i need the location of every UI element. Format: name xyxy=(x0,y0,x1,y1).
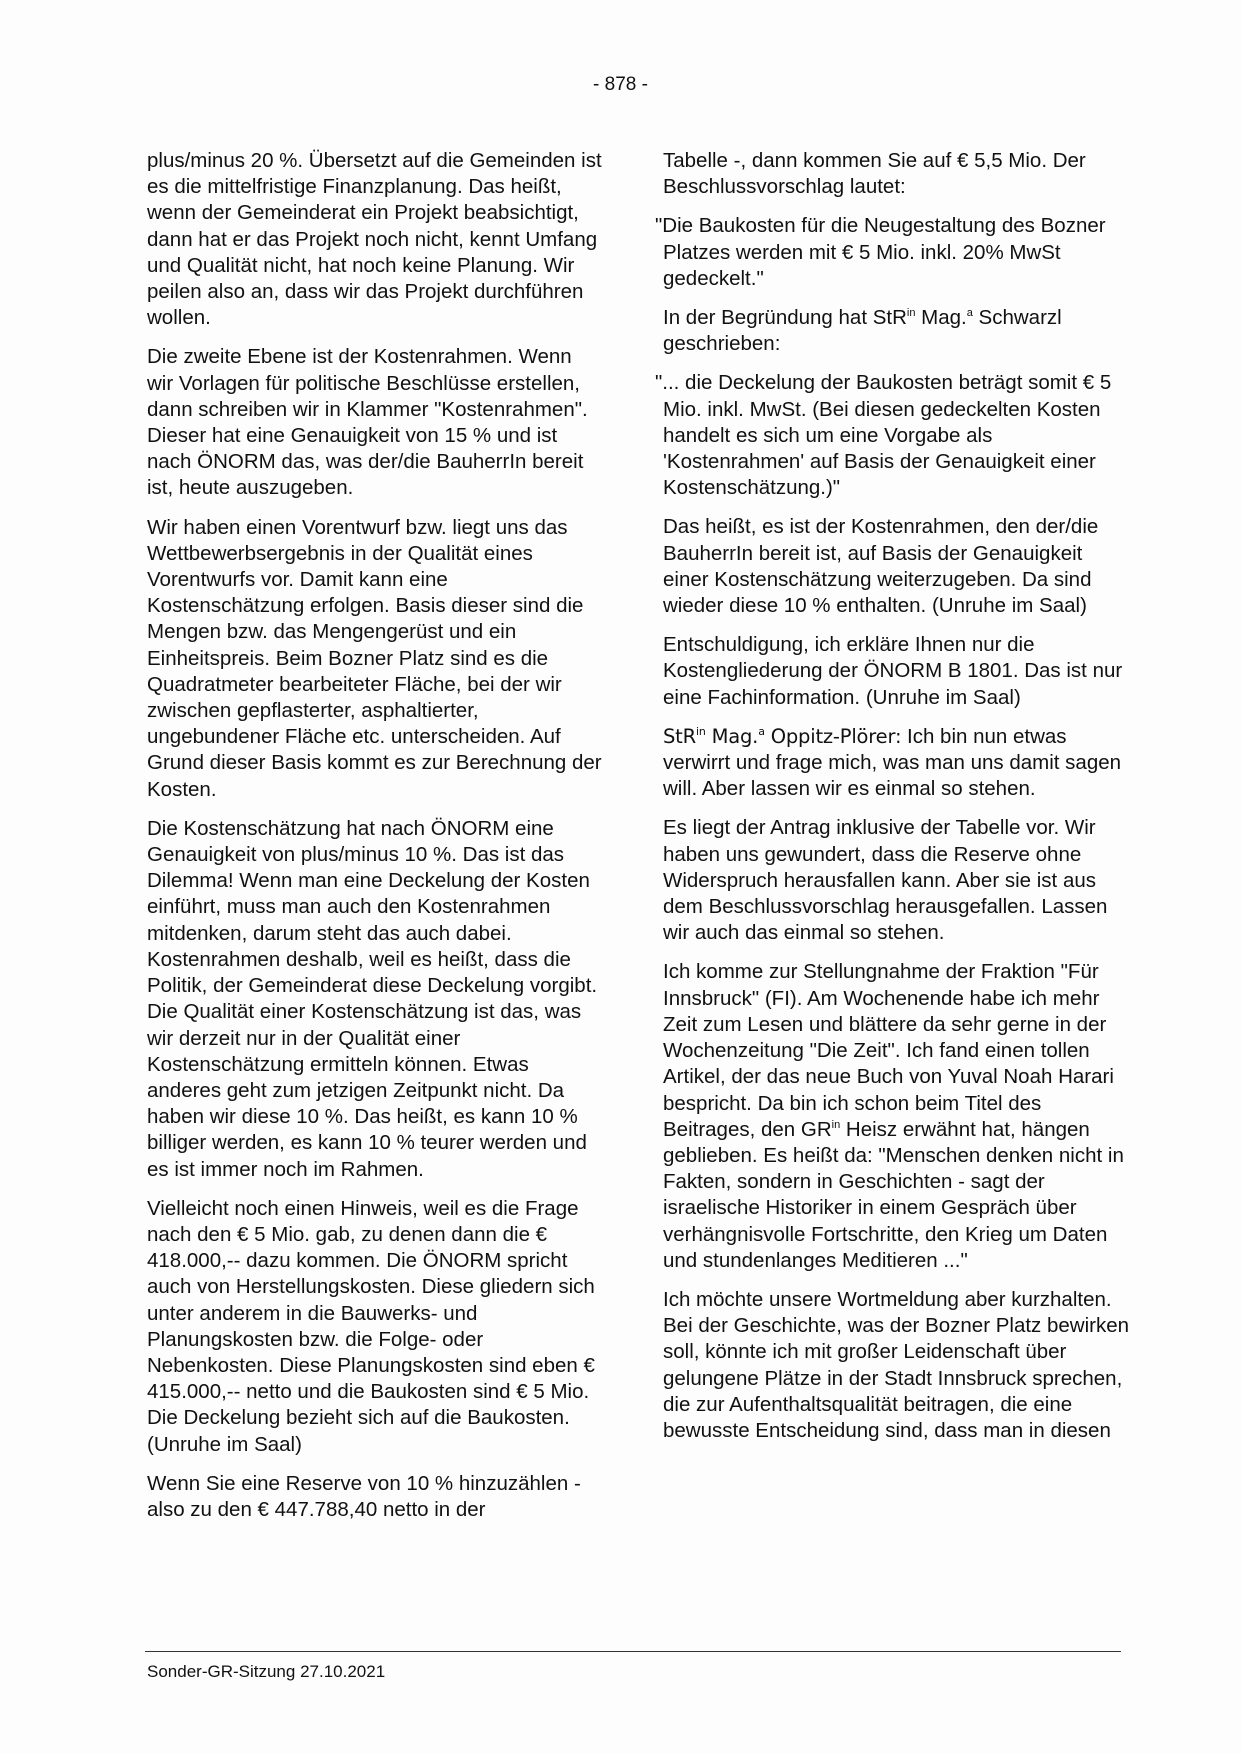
paragraph: Entschuldigung, ich erkläre Ihnen nur die Kostengliederung der ÖNORM B 1801. Das ist nur eine Fachinformation. (Unruhe im Saal) xyxy=(663,633,1123,709)
paragraph: Es liegt der Antrag inklusive der Tabelle vor. Wir haben uns gewundert, dass die Reserve ohne Widerspruch herausfallen kann. Aber sie ist aus dem Beschlussvorschlag herausgefallen. Lassen wir auch das einmal so stehen. xyxy=(663,816,1108,945)
footer-rule xyxy=(145,1651,1121,1652)
speaker-paragraph: StR$^{in}$ Mag.$^a$ Oppitz-Plörer: Ich bin nun etwas verwirrt und frage mich, was man uns damit sagen will. Aber lassen wir es einmal so stehen. xyxy=(663,724,1122,801)
page-number: - 878 - xyxy=(593,74,648,95)
paragraph: Wir haben einen Vorentwurf bzw. liegt uns das Wettbewerbsergebnis in der Qualität eines Vorentwurfs vor. Damit kann eine Kostenschätzung erfolgen. Basis dieser sind die Mengen bzw. das Mengengerüst und ein Einheitspreis. Beim Bozner Platz sind es die Quadratmeter bearbeiteter Fläche, bei der wir zwischen gepflasterter, asphaltierter, ungebundener Fläche etc. unterscheiden. Auf Grund dieser Basis kommt es zur Berechnung der Kosten. xyxy=(147,515,602,801)
paragraph: Wenn Sie eine Reserve von 10 % hinzuzählen - also zu den € 447.788,40 netto in der xyxy=(147,1471,581,1521)
paragraph: Vielleicht noch einen Hinweis, weil es die Frage nach den € 5 Mio. gab, zu denen dann die € 418.000,-- dazu kommen. Die ÖNORM spricht auch von Herstellungskosten. Diese gliedern sich unter anderem in die Bauwerks- und Planungskosten bzw. die Folge- oder Nebenkosten. Diese Planungskosten sind eben € 415.000,-- netto und die Baukosten sind € 5 Mio. Die Deckelung bezieht sich auf die Baukosten. (Unruhe im Saal) xyxy=(147,1196,595,1456)
paragraph: Die zweite Ebene ist der Kostenrahmen. Wenn wir Vorlagen für politische Beschlüsse erstellen, dann schreiben wir in Klammer "Kostenrahmen". Dieser hat eine Genauigkeit von 15 % und ist nach ÖNORM das, was der/die BauherrIn bereit ist, heute auszugeben. xyxy=(147,345,588,500)
paragraph: plus/minus 20 %. Übersetzt auf die Gemeinden ist es die mittelfristige Finanzplanung. Das heißt, wenn der Gemeinderat ein Projekt beabsichtigt, dann hat er das Projekt noch nicht, kennt Umfang und Qualität nicht, hat noch keine Planung. Wir peilen also an, dass wir das Projekt durchführen wollen. xyxy=(147,149,602,330)
speaker-name: StR$^{in}$ Mag.$^a$ Oppitz-Plörer: xyxy=(663,724,902,748)
paragraph: Ich möchte unsere Wortmeldung aber kurzhalten. Bei der Geschichte, was der Bozner Platz bewirken soll, könnte ich mit großer Leidenschaft über gelungene Plätze in der Stadt Innsbruck sprechen, die zur Aufenthaltsqualität beitragen, die eine bewusste Entscheidung sind, dass man in diesen xyxy=(663,1287,1130,1442)
paragraph: Tabelle -, dann kommen Sie auf € 5,5 Mio. Der Beschlussvorschlag lautet: xyxy=(663,149,1086,199)
quote-paragraph: "... die Deckelung der Baukosten beträgt somit € 5 Mio. inkl. MwSt. (Bei diesen gedeckelten Kosten handelt es sich um eine Vorgabe als 'Kostenrahmen' auf Basis der Genauigkeit einer Kostenschätzung.)" xyxy=(655,371,1112,500)
footer-text: Sonder-GR-Sitzung 27.10.2021 xyxy=(147,1662,386,1681)
left-column xyxy=(147,148,602,1536)
paragraph: Die Kostenschätzung hat nach ÖNORM eine Genauigkeit von plus/minus 10 %. Das ist das Dilemma! Wenn man eine Deckelung der Kosten einführt, muss man auch den Kostenrahmen mitdenken, darum steht das auch dabei. Kostenrahmen deshalb, weil es heißt, dass die Politik, der Gemeinderat diese Deckelung vorgibt. Die Qualität einer Kostenschätzung ist das, was wir derzeit nur in der Qualität einer Kostenschätzung ermitteln können. Etwas anderes geht zum jetzigen Zeitpunkt nicht. Da haben wir diese 10 %. Das heißt, es kann 10 % billiger werden, es kann 10 % teurer werden und es ist immer noch im Rahmen. xyxy=(147,816,598,1181)
quote-paragraph: "Die Baukosten für die Neugestaltung des Bozner Platzes werden mit € 5 Mio. inkl. 20% MwSt gedeckelt." xyxy=(655,214,1106,290)
paragraph: Das heißt, es ist der Kostenrahmen, den der/die BauherrIn bereit ist, auf Basis der Genauigkeit einer Kostenschätzung weiterzugeben. Da sind wieder diese 10 % enthalten. (Unruhe im Saal) xyxy=(663,515,1099,618)
paragraph: In der Begründung hat StR$^{in}$ Mag.$^a$ Schwarzl geschrieben: xyxy=(663,306,1062,356)
right-column xyxy=(655,148,1131,1457)
paragraph: Ich komme zur Stellungnahme der Fraktion "Für Innsbruck" (FI). Am Wochenende habe ich mehr Zeit zum Lesen und blättere da sehr gerne in der Wochenzeitung "Die Zeit". Ich fand einen tollen Artikel, der das neue Buch von Yuval Noah Harari bespricht. Da bin ich schon beim Titel des Beitrages, den $GR^{in}$ Heisz erwähnt hat, hängen geblieben. Es heißt da: "Menschen denken nicht in Fakten, sondern in Geschichten - sagt der israelische Historiker in einem Gespräch über verhängnisvolle Fortschritte, den Krieg um Daten und stundenlanges Meditieren ..." xyxy=(663,960,1124,1272)
